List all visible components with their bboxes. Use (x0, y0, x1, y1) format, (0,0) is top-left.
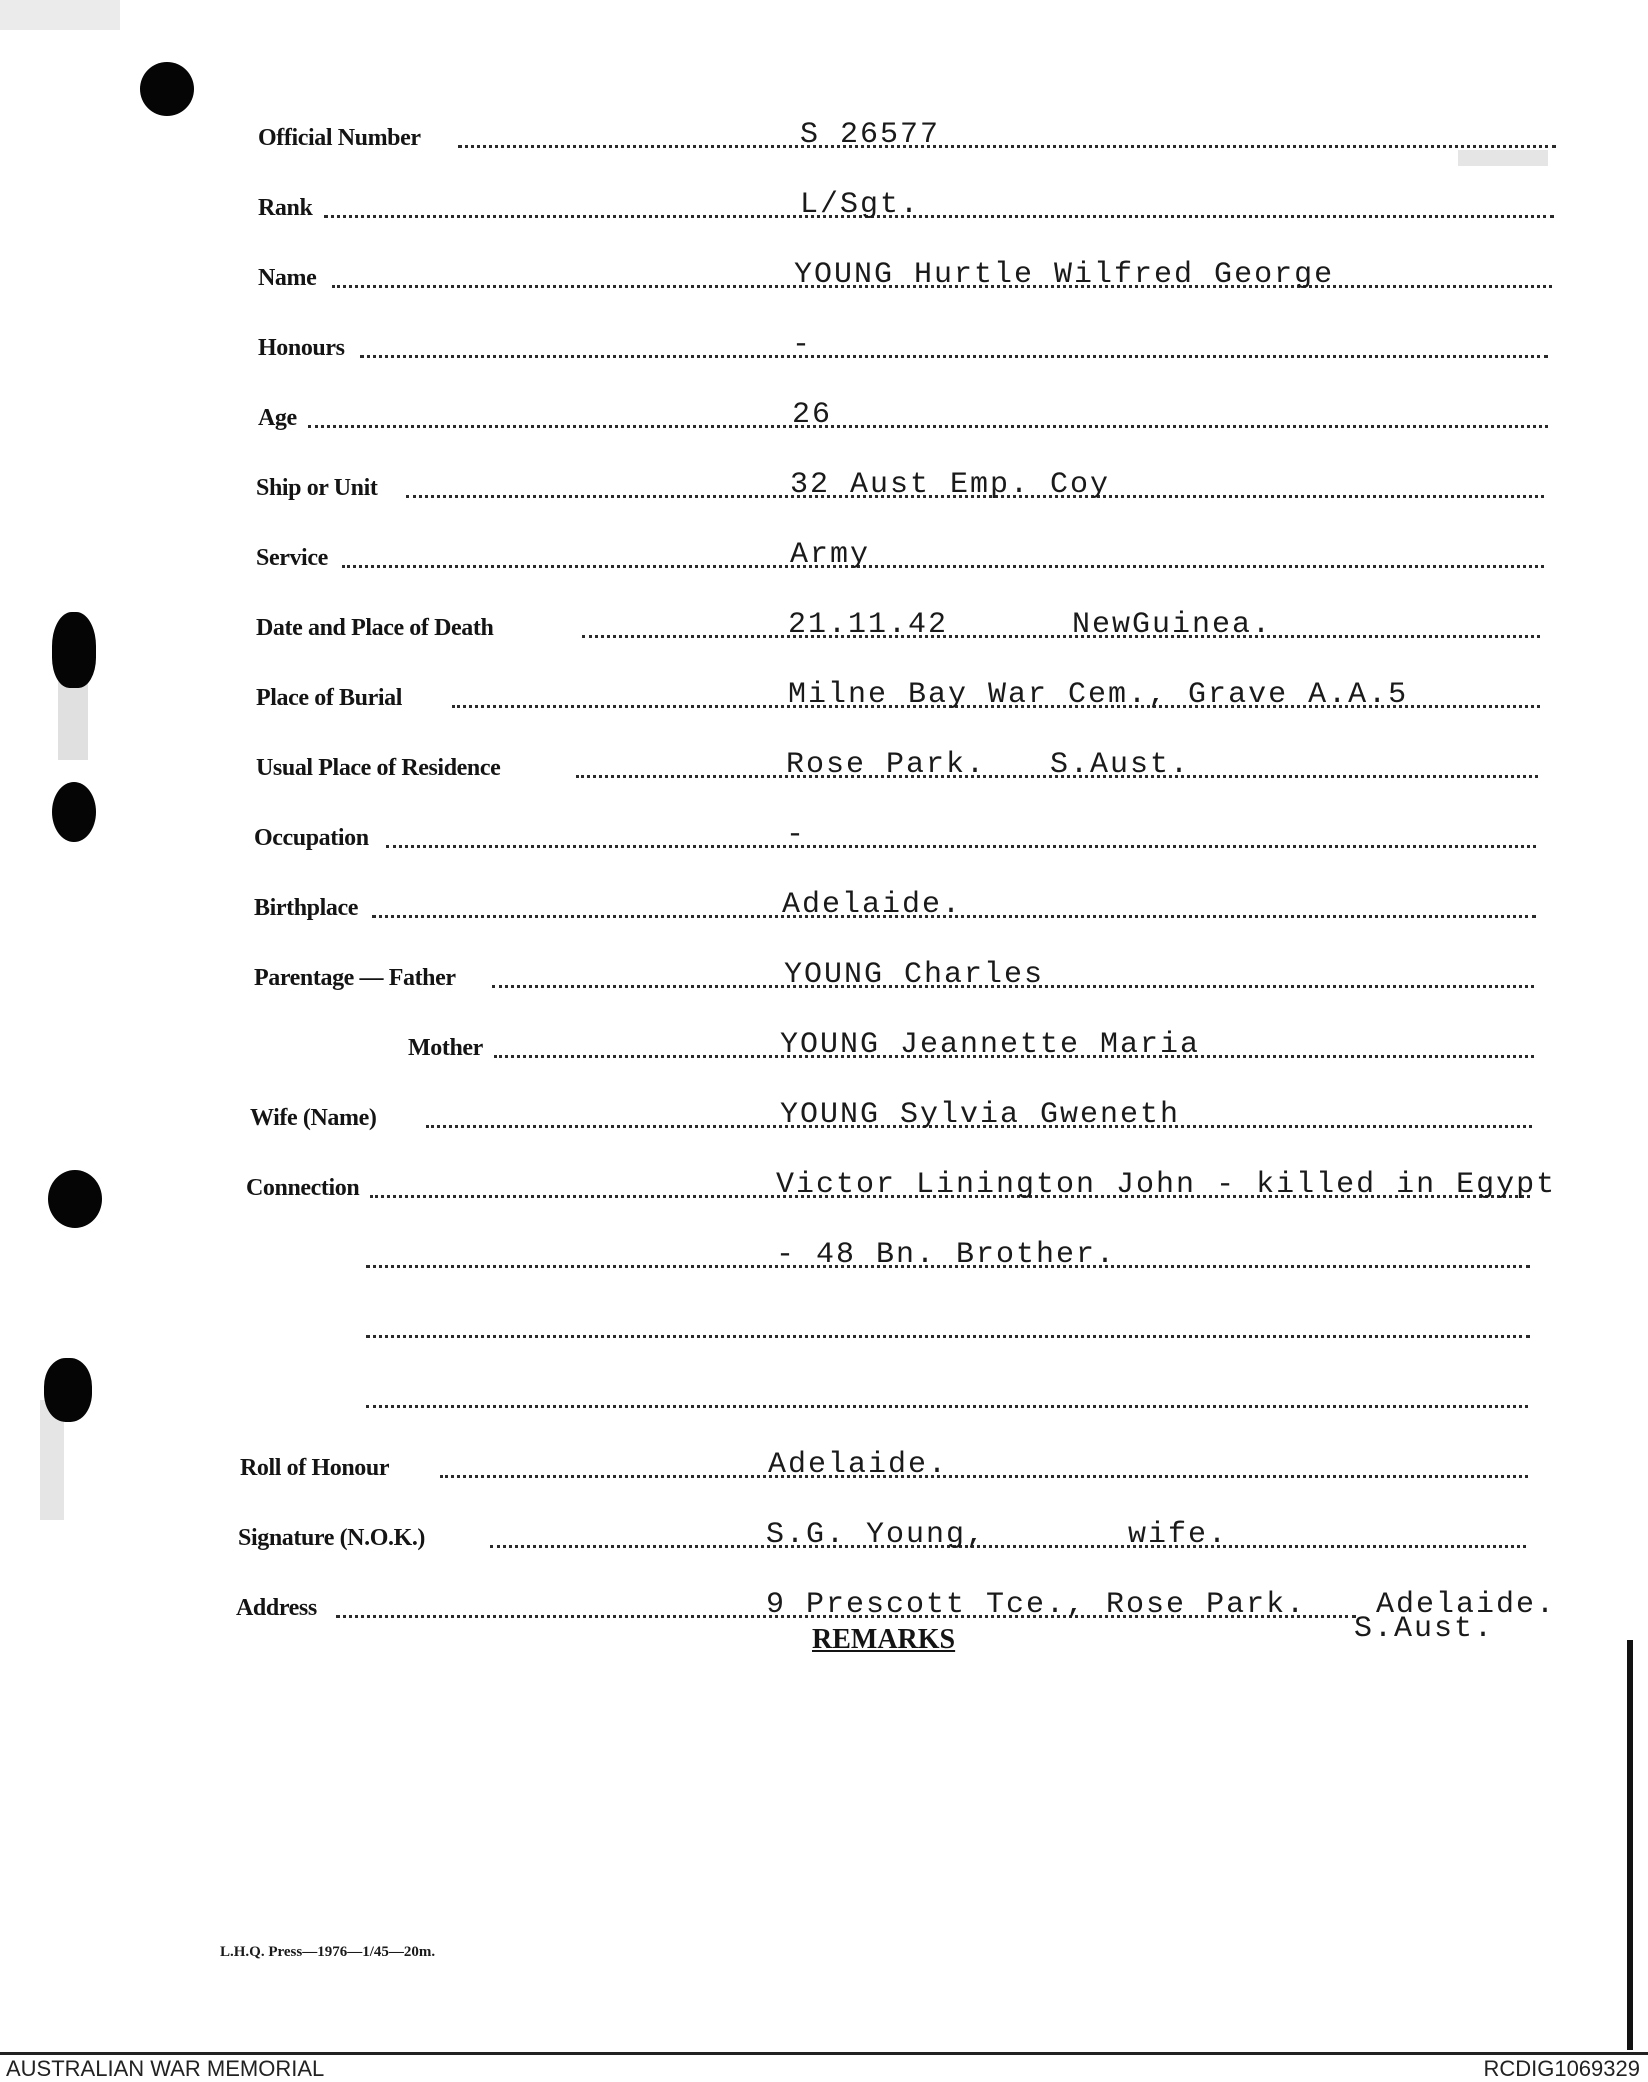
dotted-line (440, 1475, 1528, 1478)
death-label: Date and Place of Death (256, 615, 494, 641)
occupation-label: Occupation (254, 825, 369, 851)
honours-label: Honours (258, 335, 345, 361)
ship-or-unit-label: Ship or Unit (256, 475, 378, 501)
official-number-label: Official Number (258, 125, 421, 151)
punch-hole (140, 62, 194, 116)
roll-of-honour-label: Roll of Honour (240, 1455, 390, 1481)
father-label: Parentage — Father (254, 965, 456, 991)
address-row (236, 1582, 1356, 1626)
rank-value: L/Sgt. (800, 188, 921, 222)
death-date-value: 21.11.42 (788, 608, 949, 642)
roll-of-honour-row (240, 1442, 1528, 1486)
connection-label: Connection (246, 1175, 360, 1201)
service-value: Army (790, 538, 871, 572)
printer-imprint: L.H.Q. Press—1976—1/45—20m. (220, 1944, 436, 1960)
remarks-heading: REMARKS (812, 1624, 956, 1655)
dotted-line (342, 565, 1544, 568)
mother-label: Mother (408, 1035, 483, 1061)
dotted-line (490, 1545, 1526, 1548)
service-row (256, 532, 1544, 576)
official-number-row (258, 112, 1556, 156)
archive-reference: RCDIG1069329 (1483, 2056, 1640, 2081)
residence-state-value: S.Aust. (1050, 748, 1191, 782)
father-value: YOUNG Charles (784, 958, 1045, 992)
dotted-line (458, 145, 1556, 148)
birthplace-label: Birthplace (254, 895, 358, 921)
dotted-line (582, 635, 1540, 638)
connection-value-line2: - 48 Bn. Brother. (776, 1238, 1117, 1272)
wife-row (250, 1092, 1532, 1136)
footer-rule (0, 2052, 1648, 2055)
honours-value: - (792, 328, 813, 362)
signature-name-value: S.G. Young, (766, 1518, 987, 1552)
name-value: YOUNG Hurtle Wilfred George (794, 258, 1335, 292)
birthplace-row (254, 882, 1536, 926)
name-row (258, 252, 1552, 296)
residence-row (256, 742, 1538, 786)
service-label: Service (256, 545, 328, 571)
connection-row-4 (366, 1372, 1528, 1416)
connection-row-2 (366, 1232, 1530, 1276)
address-label: Address (236, 1595, 317, 1621)
punch-hole (48, 1170, 102, 1228)
birthplace-value: Adelaide. (782, 888, 963, 922)
signature-label: Signature (N.O.K.) (238, 1525, 426, 1551)
rank-row (258, 182, 1554, 226)
address-state-value: S.Aust. (1354, 1612, 1495, 1646)
name-label: Name (258, 265, 317, 291)
death-row (256, 602, 1540, 646)
dotted-line (366, 1335, 1530, 1338)
residence-place-value: Rose Park. (786, 748, 987, 782)
ship-or-unit-row (256, 462, 1544, 506)
connection-value-line1: Victor Linington John - killed in Egypt (776, 1168, 1557, 1202)
scan-smudge (0, 0, 120, 30)
punch-hole (52, 612, 96, 688)
occupation-value: - (786, 818, 807, 852)
official-number-value: S 26577 (800, 118, 941, 152)
ship-or-unit-value: 32 Aust Emp. Coy (790, 468, 1111, 502)
dotted-line (366, 1405, 1528, 1408)
address-street-value: 9 Prescott Tce., Rose Park. (766, 1588, 1307, 1622)
wife-value: YOUNG Sylvia Gweneth (780, 1098, 1181, 1132)
punch-hole (44, 1358, 92, 1422)
signature-relation-value: wife. (1128, 1518, 1229, 1552)
dotted-line (308, 425, 1548, 428)
occupation-row (254, 812, 1536, 856)
age-row (258, 392, 1548, 436)
punch-hole (52, 782, 96, 842)
honours-row (258, 322, 1548, 366)
mother-row (408, 1022, 1534, 1066)
death-place-value: NewGuinea. (1072, 608, 1273, 642)
address-city-value: Adelaide. (1376, 1588, 1557, 1622)
burial-label: Place of Burial (256, 685, 402, 711)
mother-value: YOUNG Jeannette Maria (780, 1028, 1201, 1062)
burial-value: Milne Bay War Cem., Grave A.A.5 (788, 678, 1409, 712)
father-row (254, 952, 1534, 996)
burial-row (256, 672, 1540, 716)
signature-row (238, 1512, 1526, 1556)
residence-label: Usual Place of Residence (256, 755, 501, 781)
connection-row (246, 1162, 1557, 1206)
archive-name: AUSTRALIAN WAR MEMORIAL (6, 2056, 325, 2081)
age-value: 26 (792, 398, 833, 432)
rank-label: Rank (258, 195, 313, 221)
age-label: Age (258, 405, 297, 431)
dotted-line (324, 215, 1554, 218)
dotted-line (386, 845, 1536, 848)
wife-label: Wife (Name) (250, 1105, 377, 1131)
page-edge (1627, 1640, 1633, 2050)
dotted-line (360, 355, 1548, 358)
roll-of-honour-value: Adelaide. (768, 1448, 949, 1482)
connection-row-3 (366, 1302, 1530, 1346)
